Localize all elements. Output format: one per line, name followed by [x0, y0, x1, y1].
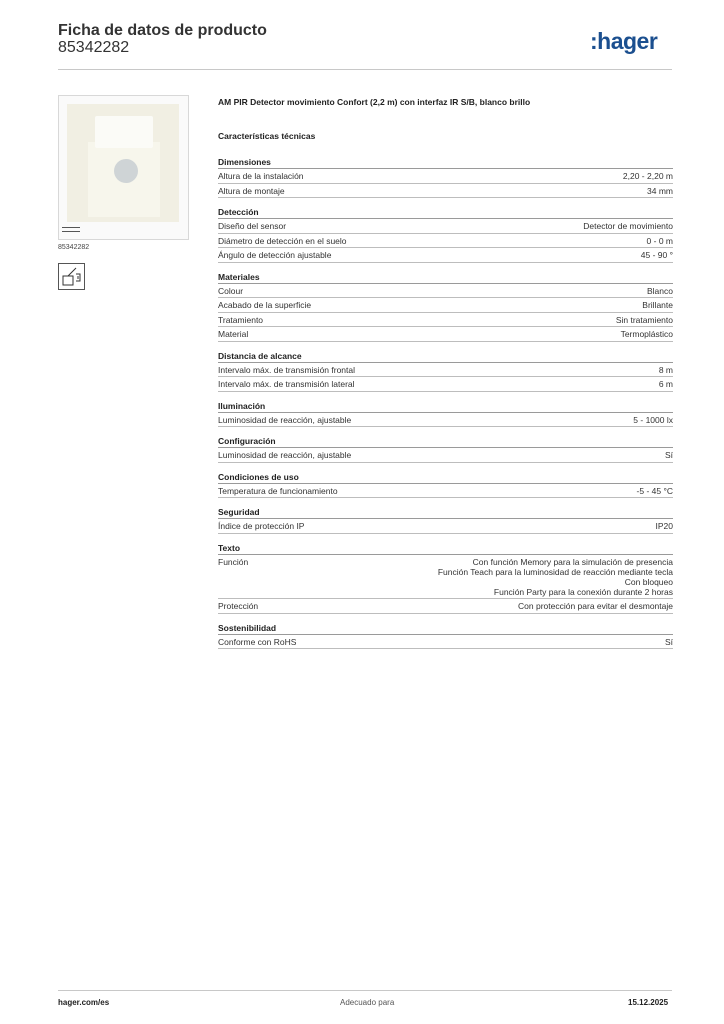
spec-label: Colour [218, 285, 244, 296]
product-number: 85342282 [58, 39, 130, 56]
spec-section [218, 272, 673, 342]
header-divider [58, 69, 672, 70]
footer-divider [58, 990, 672, 991]
spec-row [218, 377, 673, 392]
spec-row [218, 169, 673, 184]
sensor-lens [95, 116, 153, 148]
spec-row [218, 599, 673, 614]
hager-logo: :hager [590, 28, 658, 54]
spec-row [218, 248, 673, 263]
spec-row [218, 284, 673, 299]
spec-sections [218, 157, 673, 658]
spec-value: 8 m [658, 364, 673, 375]
section-title: Detección [218, 207, 673, 219]
spec-section [218, 543, 673, 614]
spec-value: 0 - 0 m [646, 235, 673, 246]
spec-value: 6 m [658, 379, 673, 389]
spec-row [218, 327, 673, 342]
dimension-scale-icon [62, 227, 80, 232]
section-title: Condiciones de uso [218, 472, 673, 484]
spec-section [218, 436, 673, 463]
spec-value: Sí [664, 636, 673, 647]
spec-value: 5 - 1000 lx [633, 414, 673, 425]
spec-row [218, 313, 673, 328]
spec-label: Luminosidad de reacción, ajustable [218, 414, 352, 425]
spec-label: Luminosidad de reacción, ajustable [218, 450, 352, 460]
spec-value: IP20 [655, 521, 673, 531]
spec-row [218, 519, 673, 534]
spec-value: Con función Memory para la simulación de presencia Función Teach para la luminosidad de reacción mediante tecla Con bloqueo Función Party para la conexión durante 2 horas [437, 556, 673, 597]
spec-section [218, 351, 673, 392]
spec-section [218, 623, 673, 650]
spec-value: Sí [664, 450, 673, 460]
flush-mount-icon [58, 263, 85, 290]
spec-value: Detector de movimiento [583, 221, 673, 231]
spec-value: Blanco [647, 285, 673, 296]
spec-row [218, 298, 673, 313]
spec-section [218, 157, 673, 198]
spec-value: 34 mm [647, 185, 673, 196]
product-heading: AM PIR Detector movimiento Confort (2,2 m) con interfaz IR S/B, blanco brillo [218, 97, 531, 107]
spec-row [218, 555, 673, 600]
spec-value: Con protección para evitar el desmontaje [518, 601, 673, 611]
product-frame [67, 104, 179, 222]
footer-suitable-for: Adecuado para [340, 998, 395, 1007]
spec-section [218, 472, 673, 499]
spec-label: Diámetro de detección en el suelo [218, 235, 347, 246]
spec-row [218, 448, 673, 463]
spec-value: -5 - 45 °C [636, 485, 673, 496]
section-title: Configuración [218, 436, 673, 448]
spec-row [218, 484, 673, 499]
section-title: Seguridad [218, 507, 673, 519]
spec-label: Intervalo máx. de transmisión frontal [218, 364, 356, 375]
section-title: Dimensiones [218, 157, 673, 169]
spec-section [218, 507, 673, 534]
spec-section [218, 207, 673, 263]
product-image [58, 95, 189, 240]
spec-label: Función [218, 556, 249, 567]
spec-row [218, 363, 673, 378]
section-title: Sostenibilidad [218, 623, 673, 635]
spec-label: Intervalo máx. de transmisión lateral [218, 379, 355, 389]
spec-label: Material [218, 329, 249, 339]
page-title: Ficha de datos de producto [58, 22, 267, 39]
spec-row [218, 184, 673, 199]
spec-row [218, 219, 673, 234]
section-title: Texto [218, 543, 673, 555]
technical-characteristics-heading: Características técnicas [218, 131, 316, 141]
spec-label: Conforme con RoHS [218, 636, 297, 647]
spec-row [218, 234, 673, 249]
sensor-knob [114, 159, 138, 183]
spec-value: Termoplástico [620, 329, 673, 339]
spec-value: Sin tratamiento [615, 314, 673, 325]
spec-label: Tratamiento [218, 314, 264, 325]
spec-value: 45 - 90 ° [640, 250, 673, 260]
spec-label: Altura de montaje [218, 185, 285, 196]
section-title: Distancia de alcance [218, 351, 673, 363]
spec-value: 2,20 - 2,20 m [622, 171, 673, 181]
spec-label: Índice de protección IP [218, 521, 305, 531]
spec-row [218, 413, 673, 428]
footer-website-link[interactable]: hager.com/es [58, 998, 110, 1007]
section-title: Iluminación [218, 401, 673, 413]
spec-label: Acabado de la superficie [218, 300, 312, 310]
spec-value: Brillante [642, 300, 673, 310]
spec-row [218, 635, 673, 650]
spec-section [218, 401, 673, 428]
section-title: Materiales [218, 272, 673, 284]
logo-text: hager [597, 28, 658, 54]
footer-date: 15.12.2025 [628, 998, 669, 1007]
spec-label: Protección [218, 601, 259, 611]
spec-label: Altura de la instalación [218, 171, 304, 181]
spec-label: Diseño del sensor [218, 221, 287, 231]
image-caption: 85342282 [58, 244, 90, 251]
spec-label: Ángulo de detección ajustable [218, 250, 332, 260]
spec-label: Temperatura de funcionamiento [218, 485, 338, 496]
